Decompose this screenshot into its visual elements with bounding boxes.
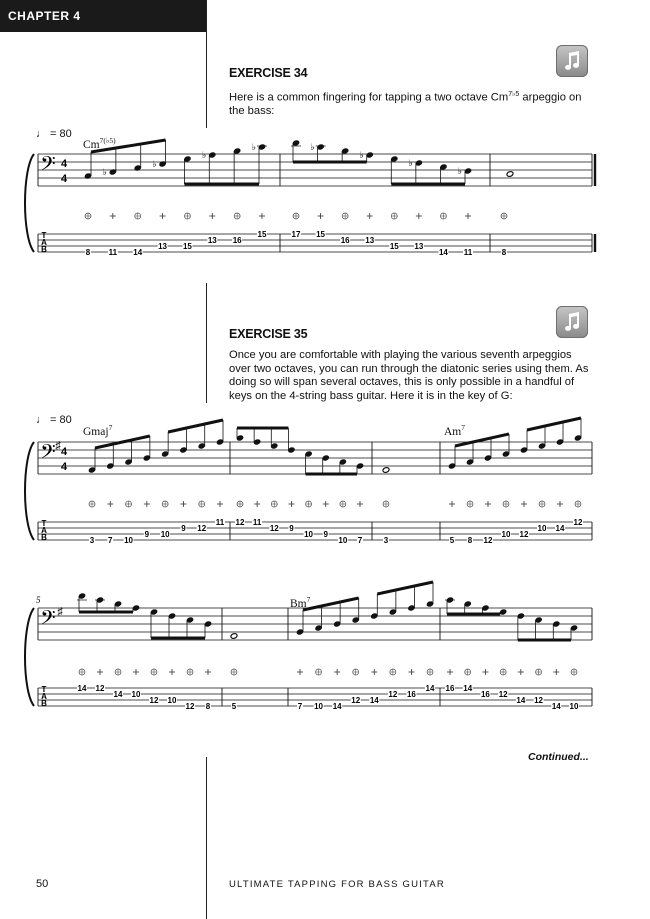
tempo-marking: ♩ = 80 [36,414,72,426]
tab-fret-number: 16 [340,236,350,245]
note-head [506,171,514,178]
tab-fret-number: 9 [289,524,294,533]
exercise-34-text: Here is a common fingering for tapping a two octave $Cm^{7♭5}$ arpeggio on the bass: [229,91,582,118]
tab-fret-number: 7 [297,702,303,711]
tab-fret-number: 3 [89,536,95,545]
tab-fret-number: 14 [555,524,565,533]
note-beam [527,418,581,430]
tab-fret-number: 10 [569,702,579,711]
tab-fret-number: 12 [388,690,398,699]
tab-fret-number: 14 [463,684,473,693]
time-signature: 4 [60,446,68,458]
tab-fret-number: 13 [207,236,217,245]
tab-fret-number: 12 [534,696,544,705]
tab-fret-number: 14 [369,696,379,705]
tab-label: A [41,692,47,701]
system-bracket [25,608,34,706]
tab-fret-number: 14 [77,684,87,693]
tab-label: B [41,699,47,708]
system-bracket [25,154,34,252]
music-note-icon [563,51,581,71]
note-beam [168,420,223,432]
tab-fret-number: 13 [414,242,424,251]
tab-fret-number: 10 [160,530,170,539]
bass-clef: 𝄢 [40,440,56,468]
tab-fret-number: 12 [197,524,207,533]
tab-fret-number: 14 [113,690,123,699]
page-number: 50 [36,878,49,890]
tab-fret-number: 8 [467,536,473,545]
tab-fret-number: 14 [516,696,526,705]
time-signature: 4 [60,173,68,185]
score-system-1 [0,130,650,270]
tab-fret-number: 12 [573,518,583,527]
tab-fret-number: 10 [131,690,141,699]
key-signature-sharp: ♯ [57,606,63,618]
tab-fret-number: 12 [235,518,245,527]
tab-label: B [41,245,47,254]
note-beam [377,582,433,594]
tab-label: B [41,533,47,542]
tab-fret-number: 16 [406,690,416,699]
music-note-icon [563,312,581,332]
divider-bottom [206,757,207,919]
tab-fret-number: 10 [304,530,314,539]
tab-fret-number: 17 [291,230,301,239]
tab-fret-number: 14 [438,248,448,257]
chord-symbol-am7: Am$^7$ [444,423,465,438]
audio-track-button[interactable] [556,45,588,77]
chord-symbol-gmaj7: Gmaj$^7$ [83,423,113,438]
flat-accidental: ♭ [152,159,157,169]
tab-label: T [41,685,47,694]
tab-fret-number: 13 [365,236,375,245]
key-signature-sharp: ♯ [55,440,61,452]
tab-fret-number: 11 [252,518,262,527]
tab-fret-number: 16 [232,236,242,245]
tab-fret-number: 12 [483,536,493,545]
bass-clef: 𝄢 [40,606,56,634]
tab-fret-number: 14 [425,684,435,693]
tab-fret-number: 8 [205,702,211,711]
tab-label: A [41,526,47,535]
score-system-2 [0,418,650,568]
audio-track-button[interactable] [556,306,588,338]
tab-label: A [41,238,47,247]
tab-fret-number: 7 [357,536,363,545]
time-signature: 4 [60,158,68,170]
tab-fret-number: 10 [124,536,134,545]
tab-fret-number: 16 [445,684,455,693]
tab-fret-number: 3 [383,536,389,545]
flat-accidental: ♭ [408,158,413,168]
tab-fret-number: 10 [537,524,547,533]
tab-fret-number: 9 [323,530,328,539]
flat-accidental: ♭ [202,150,207,160]
tab-fret-number: 9 [144,530,150,539]
chord-symbol-cm7b5: $Cm^{7(♭5)}$ [83,136,116,151]
divider-top [206,0,207,128]
tab-fret-number: 10 [501,530,511,539]
chapter-header: CHAPTER 4 [0,0,206,32]
note-head [230,633,238,640]
tab-fret-number: 7 [108,536,113,545]
tab-fret-number: 12 [185,702,195,711]
tab-fret-number: 12 [95,684,105,693]
flat-accidental: ♭ [251,142,256,152]
tab-fret-number: 16 [480,690,490,699]
flat-accidental: ♭ [310,142,315,152]
tab-fret-number: 15 [316,230,326,239]
tab-fret-number: 15 [257,230,267,239]
tab-fret-number: 12 [351,696,361,705]
tab-fret-number: 12 [519,530,529,539]
tab-fret-number: 9 [181,524,186,533]
note-beam [455,434,509,446]
exercise-35-title: EXERCISE 35 [229,327,308,341]
tab-fret-number: 12 [269,524,279,533]
measure-number: 5 [36,595,41,605]
chord-symbol-bm7: Bm$^7$ [290,595,311,610]
note-beam [91,140,166,152]
tab-fret-number: 12 [149,696,159,705]
flat-accidental: ♭ [359,150,364,160]
flat-accidental: ♭ [102,167,107,177]
tab-fret-number: 10 [167,696,177,705]
note-head [382,467,390,474]
tab-fret-number: 13 [158,242,168,251]
tab-label: T [41,519,47,528]
tab-fret-number: 12 [498,690,508,699]
tab-fret-number: 5 [449,536,455,545]
divider-middle [206,283,207,403]
time-signature: 4 [60,461,68,473]
tab-fret-number: 14 [133,248,143,257]
tab-fret-number: 5 [231,702,237,711]
book-title: ULTIMATE TAPPING FOR BASS GUITAR [229,879,445,890]
tab-fret-number: 10 [338,536,348,545]
tab-fret-number: 14 [332,702,342,711]
tab-fret-number: 11 [463,248,473,257]
tab-fret-number: 15 [182,242,192,251]
tab-fret-number: 11 [215,518,225,527]
flat-accidental: ♭ [457,166,462,176]
score-system-3 [0,588,650,728]
exercise-35-text: Once you are comfortable with playing the various seventh arpeggios over two octaves, you can run through the diatonic series using them. As doing so will span several octaves, this is only possible in a handful of keys on the 4-string bass guitar. Here it is in the key of G: [229,349,589,402]
exercise-34-title: EXERCISE 34 [229,66,308,80]
tab-fret-number: 11 [108,248,118,257]
tempo-marking: ♩ = 80 [36,128,72,140]
continued-label: Continued... [528,751,589,763]
tab-label: T [41,231,47,240]
system-bracket [25,442,34,540]
tab-fret-number: 15 [389,242,399,251]
tab-fret-number: 14 [551,702,561,711]
tab-fret-number: 10 [314,702,324,711]
tab-fret-number: 8 [85,248,91,257]
bass-clef: 𝄢 [40,152,56,180]
tab-fret-number: 8 [501,248,507,257]
